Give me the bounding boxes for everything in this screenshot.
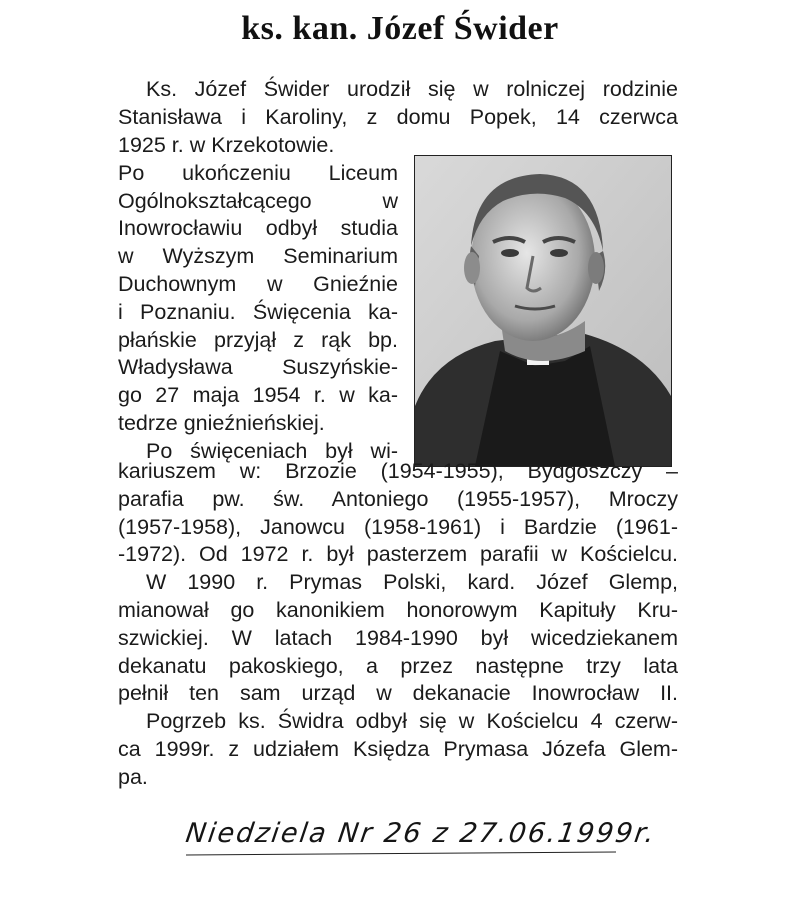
text-line: Stanisława i Karoliny, z domu Popek, 14 czerwca bbox=[118, 104, 678, 129]
text-line: ca 1999r. z udziałem Księdza Prymasa Józefa Glem- bbox=[118, 736, 678, 761]
article-body bbox=[118, 458, 678, 792]
text-line: Władysława Suszyńskie- bbox=[118, 355, 398, 380]
text-line: W 1990 r. Prymas Polski, kard. Józef Glemp, bbox=[146, 570, 678, 595]
text-line: w Wyższym Seminarium bbox=[118, 244, 398, 269]
text-line: pełnił ten sam urząd w dekanacie Inowrocław II. bbox=[118, 681, 678, 706]
text-line: i Poznaniu. Święcenia ka- bbox=[118, 299, 398, 324]
text-line: mianował go kanonikiem honorowym Kapituły Kru- bbox=[118, 597, 678, 622]
text-line: tedrze gnieźnieńskiej. bbox=[118, 410, 325, 435]
text-line: (1957-1958), Janowcu (1958-1961) i Bardzie (1961- bbox=[118, 514, 678, 539]
article-column bbox=[118, 132, 398, 466]
text-line: Duchownym w Gnieźnie bbox=[118, 271, 398, 296]
text-line: 1925 r. w Krzekotowie. bbox=[118, 133, 335, 157]
text-line: -1972). Od 1972 r. był pasterzem parafii w Kościelcu. bbox=[118, 542, 678, 567]
signature-underline bbox=[186, 851, 616, 855]
handwritten-source-note: Niedziela Nr 26 z 27.06.1999r. bbox=[183, 818, 658, 849]
text-line: szwickiej. W latach 1984-1990 był wicedziekanem bbox=[118, 625, 678, 650]
text-line: płańskie przyjął z rąk bp. bbox=[118, 327, 398, 352]
text-line: Pogrzeb ks. Świdra odbył się w Kościelcu 4 czerw- bbox=[146, 709, 678, 734]
text-line: Ogólnokształcącego w bbox=[118, 188, 398, 213]
text-line: pa. bbox=[118, 764, 148, 789]
article-title: ks. kan. Józef Świder bbox=[241, 10, 559, 47]
text-line: parafia pw. św. Antoniego (1955-1957), Mroczy bbox=[118, 486, 678, 511]
text-line: Po święceniach był wi- bbox=[146, 438, 398, 463]
portrait-photo-icon bbox=[415, 156, 671, 466]
text-line: Po ukończeniu Liceum bbox=[118, 160, 398, 185]
text-line: Ks. Józef Świder urodził się w rolniczej rodzinie bbox=[146, 77, 678, 101]
text-line: dekanatu pakoskiego, a przez następne trzy lata bbox=[118, 653, 678, 678]
portrait-photo bbox=[414, 155, 672, 467]
article-intro bbox=[118, 76, 678, 132]
text-line: kariuszem w: Brzozie (1954-1955), Bydgoszczy – bbox=[118, 459, 678, 483]
text-line: go 27 maja 1954 r. w ka- bbox=[118, 383, 398, 408]
text-line: Inowrocławiu odbył studia bbox=[118, 216, 398, 241]
